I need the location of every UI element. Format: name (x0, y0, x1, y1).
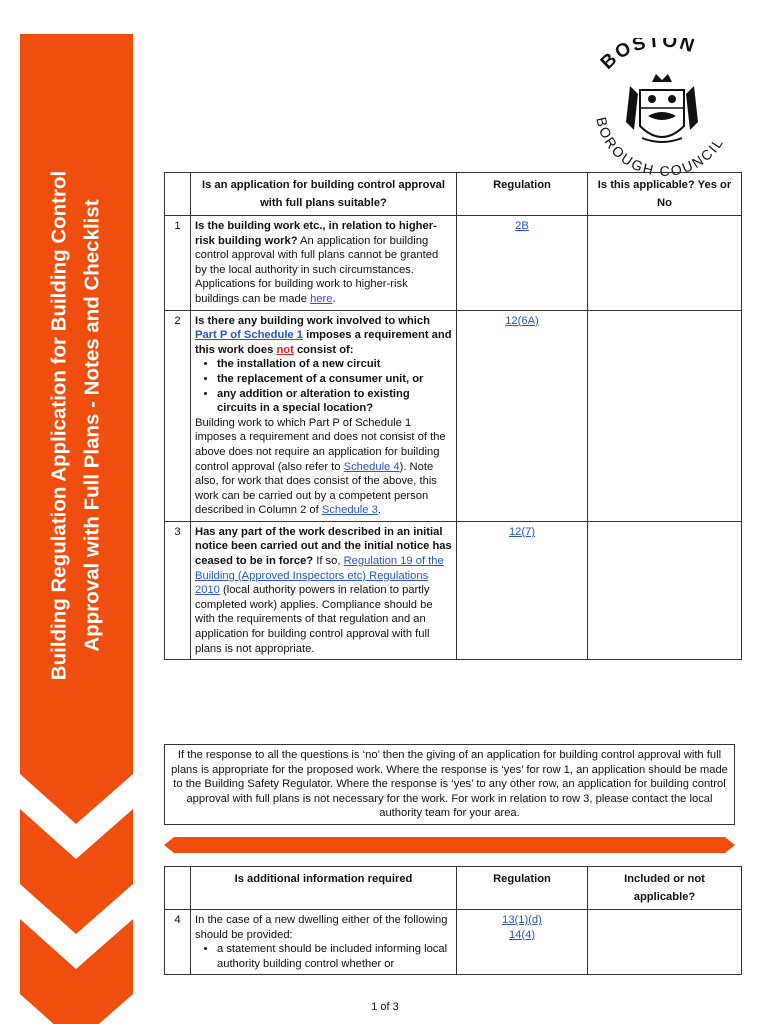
regulation-link[interactable]: 12(7) (508, 525, 536, 538)
regulation-link[interactable]: 13(1)(d) (502, 914, 542, 926)
included-answer-cell[interactable] (588, 910, 742, 975)
svg-text:BOSTON: BOSTON (596, 38, 699, 74)
part-p-link[interactable]: Part P of Schedule 1 (195, 329, 303, 342)
side-banner (20, 34, 133, 1024)
bullet-list (195, 357, 452, 415)
not-emphasis: not (276, 343, 294, 356)
regulation-19-link[interactable]: Regulation 19 of the Building (Approved Inspectors etc) Regulations 2010 (195, 555, 444, 597)
row-question: Is there any building work involved to which Part P of Schedule 1 imposes a requirement and this work does not consist of: • the installation of a new circuit • the replacement of a consumer unit, or • any addition or alteration to existing circuits in a special location? Building work to which Part P of Schedule 1 imposes a requirement and does not consist of the above does not require an application for building control approval (also refer to Schedule 4). Note also, for work that does consist of the above, this work can be carried out by a competent person described in Column 2 of Schedule 3. (191, 310, 457, 521)
table-row (165, 216, 742, 311)
list-item: • the replacement of a consumer unit, or (217, 372, 452, 387)
list-item: • the installation of a new circuit (217, 357, 452, 372)
header-regulation: Regulation (457, 867, 588, 910)
header-applicable: Is this applicable? Yes or No (588, 173, 742, 216)
table-header (165, 173, 742, 216)
row-number: 3 (165, 521, 191, 659)
header-regulation: Regulation (457, 173, 588, 216)
row-regulation (457, 910, 588, 975)
row-question: In the case of a new dwelling either of the following should be provided: • a statement should be included informing local authority building control whether or (191, 910, 457, 975)
applicable-answer-cell[interactable] (588, 310, 742, 521)
row-regulation (457, 216, 588, 311)
table-row (165, 521, 742, 659)
regulation-link[interactable]: 2B (515, 220, 529, 232)
page-number: 1 of 3 (371, 1001, 399, 1013)
row-regulation (457, 310, 588, 521)
svg-text:BOROUGH COUNCIL: BOROUGH COUNCIL (593, 115, 727, 178)
schedule-3-link[interactable]: Schedule 3 (321, 504, 378, 517)
bullet-list (195, 942, 452, 971)
additional-info-table (164, 866, 742, 975)
council-logo (582, 38, 742, 178)
regulation-link[interactable]: 12(6A) (505, 314, 539, 327)
applicable-answer-cell[interactable] (588, 521, 742, 659)
regulation-link[interactable]: 14(4) (508, 928, 536, 941)
row-question: Is the building work etc., in relation to higher-risk building work? An application for building control approval with full plans cannot be granted by the local authority in such circumstances. Applications for building work to higher-risk buildings can be made here. (191, 216, 457, 311)
schedule-4-link[interactable]: Schedule 4 (343, 460, 400, 473)
header-number-cell (165, 867, 191, 910)
list-item: • a statement should be included informing local authority building control whether or (217, 942, 452, 971)
table-header (165, 867, 742, 910)
borough-crest-icon (582, 38, 742, 178)
header-number-cell (165, 173, 191, 216)
header-question: Is additional information required (191, 867, 457, 910)
row-number: 2 (165, 310, 191, 521)
table-row (165, 910, 742, 975)
row-number: 4 (165, 910, 191, 975)
list-item: • any addition or alteration to existing circuits in a special location? (217, 387, 452, 416)
banner-title-line1: Building Regulation Application for Building Control (47, 170, 70, 681)
header-included: Included or not applicable? (588, 867, 742, 910)
row-number: 1 (165, 216, 191, 311)
banner-title (19, 106, 132, 746)
table-row (165, 310, 742, 521)
section-divider (164, 837, 735, 853)
table-footnote: If the response to all the questions is ‘no’ then the giving of an application for building control approval with full plans is appropriate for the proposed work. Where the response is ‘yes’ for row 1, an application should be made to the Building Safety Regulator. Where the response is ‘yes’ to any other row, an application for building control approval with full plans is not necessary for the work. For work in relation to row 3, please contact the local authority team for your area. (164, 744, 735, 825)
applicable-answer-cell[interactable] (588, 216, 742, 311)
suitability-table (164, 172, 742, 660)
header-question: Is an application for building control approval with full plans suitable? (191, 173, 457, 216)
banner-title-line2: Approval with Full Plans - Notes and Checklist (80, 199, 103, 652)
row-regulation (457, 521, 588, 659)
here-link[interactable]: here (310, 292, 333, 305)
row-question: Has any part of the work described in an initial notice been carried out and the initial notice has ceased to be in force? If so, Regulation 19 of the Building (Approved Inspectors etc) Regulations 2010 (local authority powers in relation to partly completed work) applies. Compliance should be with the requirements of that regulation and an application for building control approval with full plans is not appropriate. (191, 521, 457, 659)
